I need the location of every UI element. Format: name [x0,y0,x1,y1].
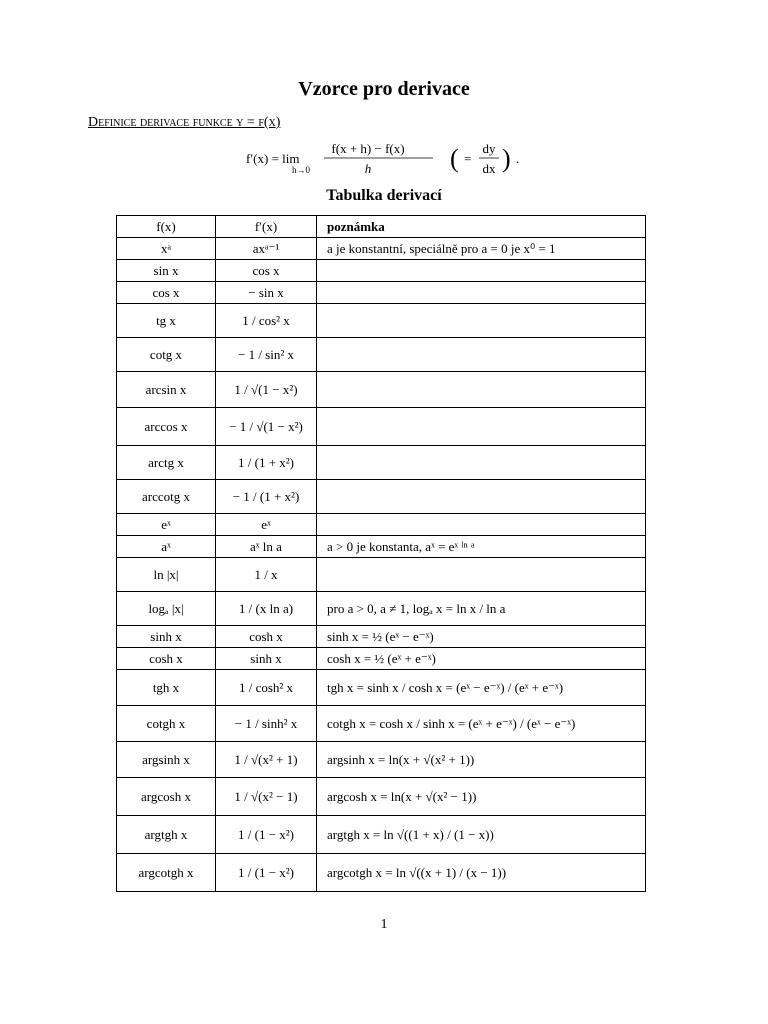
table-row [117,778,646,816]
cell-derivative: 1 / √(x² + 1) [216,742,317,778]
cell-derivative: 1 / √(x² − 1) [216,778,317,816]
table-row [117,592,646,626]
cell-note [317,260,646,282]
cell-function: argtgh x [117,816,216,854]
cell-derivative: aˣ ln a [216,536,317,558]
def-dx: dx [482,161,496,176]
cell-derivative: 1 / cos² x [216,304,317,338]
derivatives-table [116,215,646,892]
cell-derivative: 1 / (x ln a) [216,592,317,626]
table-row [117,670,646,706]
cell-note: a > 0 je konstanta, aˣ = eˣ ˡⁿ ᵃ [317,536,646,558]
cell-derivative: − 1 / (1 + x²) [216,480,317,514]
cell-derivative: − sin x [216,282,317,304]
cell-derivative: cosh x [216,626,317,648]
derivative-definition-formula [240,138,580,182]
cell-function: eˣ [117,514,216,536]
cell-note: cotgh x = cosh x / sinh x = (eˣ + e⁻ˣ) / (eˣ − e⁻ˣ) [317,706,646,742]
header-note: poznámka [317,216,646,238]
cell-derivative: 1 / cosh² x [216,670,317,706]
cell-function: xᵃ [117,238,216,260]
cell-function: argcotgh x [117,854,216,892]
cell-derivative: 1 / (1 − x²) [216,816,317,854]
cell-note [317,282,646,304]
cell-note: argcosh x = ln(x + √(x² − 1)) [317,778,646,816]
header-fx: f(x) [117,216,216,238]
cell-function: arctg x [117,446,216,480]
table-row [117,816,646,854]
cell-note: argsinh x = ln(x + √(x² + 1)) [317,742,646,778]
cell-function: cotgh x [117,706,216,742]
table-row [117,304,646,338]
cell-note: sinh x = ½ (eˣ − e⁻ˣ) [317,626,646,648]
table-row [117,238,646,260]
cell-note [317,372,646,408]
table-header-row [117,216,646,238]
cell-function: sinh x [117,626,216,648]
cell-derivative: eˣ [216,514,317,536]
section-heading: Definice derivace funkce y = f(x) [88,115,281,130]
table-row [117,742,646,778]
cell-function: cos x [117,282,216,304]
cell-function: cosh x [117,648,216,670]
cell-note [317,408,646,446]
cell-function: aˣ [117,536,216,558]
cell-note: argcotgh x = ln √((x + 1) / (x − 1)) [317,854,646,892]
table-row [117,648,646,670]
cell-note [317,446,646,480]
cell-function: ln |x| [117,558,216,592]
page-number: 1 [380,917,388,932]
cell-function: arcsin x [117,372,216,408]
cell-derivative: 1 / (1 + x²) [216,446,317,480]
cell-function: sin x [117,260,216,282]
cell-derivative: cos x [216,260,317,282]
cell-note [317,480,646,514]
table-title: Tabulka derivací [326,187,442,204]
cell-function: tg x [117,304,216,338]
cell-derivative: 1 / x [216,558,317,592]
table-row [117,282,646,304]
cell-function: argsinh x [117,742,216,778]
table-row [117,558,646,592]
cell-note: pro a > 0, a ≠ 1, logₐ x = ln x / ln a [317,592,646,626]
def-lhs: f′(x) = lim [246,151,300,166]
table-row [117,260,646,282]
cell-function: arccotg x [117,480,216,514]
cell-function: logₐ |x| [117,592,216,626]
table-row [117,706,646,742]
def-denominator: h [364,161,372,176]
table-row [117,408,646,446]
table-row [117,338,646,372]
cell-function: arccos x [117,408,216,446]
table-row [117,536,646,558]
def-numerator: f(x + h) − f(x) [331,141,405,156]
cell-note: cosh x = ½ (eˣ + e⁻ˣ) [317,648,646,670]
cell-derivative: sinh x [216,648,317,670]
cell-derivative: 1 / (1 − x²) [216,854,317,892]
cell-derivative: − 1 / sinh² x [216,706,317,742]
cell-note: tgh x = sinh x / cosh x = (eˣ − e⁻ˣ) / (eˣ + e⁻ˣ) [317,670,646,706]
table-row [117,514,646,536]
table-row [117,854,646,892]
cell-function: tgh x [117,670,216,706]
cell-note [317,514,646,536]
table-row [117,480,646,514]
cell-note [317,338,646,372]
def-equals: = [464,151,472,166]
cell-derivative: − 1 / √(1 − x²) [216,408,317,446]
table-row [117,626,646,648]
table-row [117,446,646,480]
cell-function: cotg x [117,338,216,372]
header-dfx: f′(x) [216,216,317,238]
page-title: Vzorce pro derivace [298,78,470,100]
def-period: . [516,151,520,166]
cell-note [317,558,646,592]
def-limit-sub: h→0 [292,165,310,175]
cell-derivative: − 1 / sin² x [216,338,317,372]
def-paren-open: ( [450,144,459,173]
cell-derivative: axᵃ⁻¹ [216,238,317,260]
def-dy: dy [482,141,496,156]
table-row [117,372,646,408]
table-body [117,238,646,892]
cell-derivative: 1 / √(1 − x²) [216,372,317,408]
cell-note [317,304,646,338]
cell-function: argcosh x [117,778,216,816]
def-paren-close: ) [502,144,511,173]
cell-note: a je konstantní, speciálně pro a = 0 je x⁰ = 1 [317,238,646,260]
cell-note: argtgh x = ln √((1 + x) / (1 − x)) [317,816,646,854]
